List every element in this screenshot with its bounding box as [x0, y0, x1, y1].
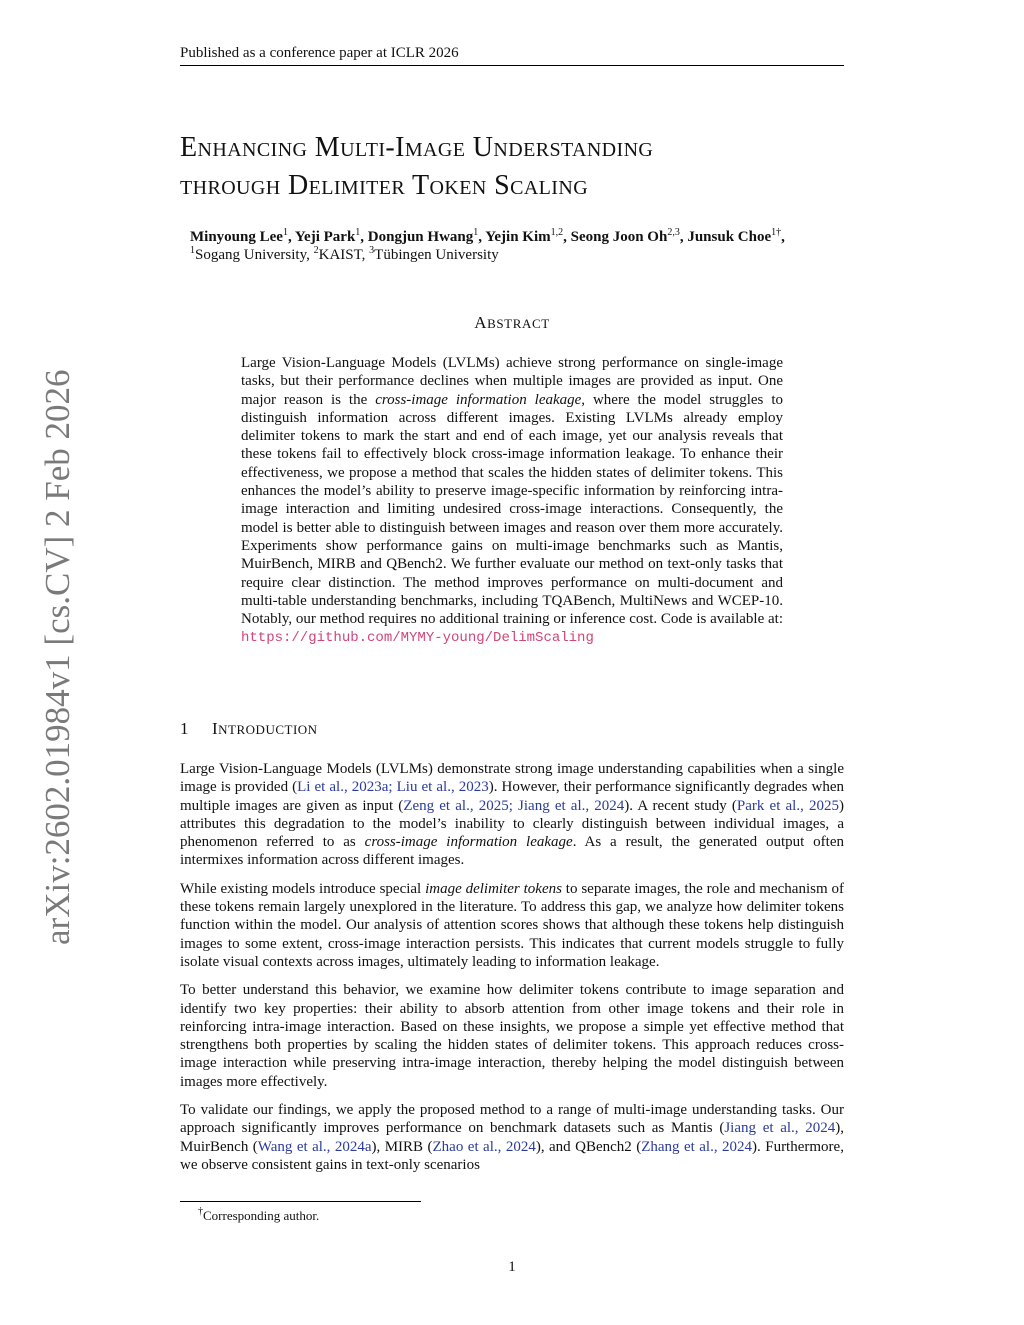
author-list: Minyoung Lee$^1$, Yeji Park$^1$, Dongjun Hwang$^1$, Yejin Kim$^{1,2}$, Seong Joon Oh$^{2,3}$, Junsuk Choe$^{1\dagger}$,: [190, 227, 785, 245]
abstract-emphasis: cross-image information leakage: [375, 391, 582, 408]
citation-link[interactable]: Zeng et al., 2025; Jiang et al., 2024: [403, 797, 625, 814]
author-name: Yejin Kim: [485, 229, 551, 245]
arxiv-identifier: arXiv:2602.01984v1 [cs.CV] 2 Feb 2026: [38, 369, 77, 945]
author-name: Dongjun Hwang: [367, 229, 474, 245]
author-name: Yeji Park: [294, 229, 356, 245]
abstract-body: Large Vision-Language Models (LVLMs) achieve strong performance on single-image tasks, but their performance declines when multiple images are provided as input. One major reason is the cross-image information leakage, where the model struggles to distinguish information across different images. Existing LVLMs already employ delimiter tokens to mark the start and end of each image, yet our analysis reveals that these tokens fail to effectively block cross-image information leakage. To enhance their effectiveness, we propose a method that scales the hidden states of delimiter tokens. This enhances the model’s ability to preserve image-specific information by reinforcing intra-image interaction and limiting undesired cross-image interactions. Consequently, the model is better able to distinguish between images and reason over them more accurately. Experiments show performance gains on multi-image benchmarks such as Mantis, MuirBench, MIRB and QBench2. We further evaluate our method on text-only tasks that require clear distinction. The method improves performance on multi-document and multi-table understanding benchmarks, including TQABench, MultiNews and WCEP-10. Notably, our method requires no additional training or inference cost. Code is available at: https://github.com/MYMY-young/DelimScaling: [241, 355, 783, 647]
paragraph: To better understand this behavior, we examine how delimiter tokens contribute to image separation and identify two key properties: their ability to absorb attention from other image tokens and their role in reinforcing intra-image interaction. Based on these insights, we propose a simple yet effective method that strengthens both properties by scaling the hidden states of delimiter tokens. This approach reduces cross-image interaction while preserving intra-image interaction, thereby helping the model distinguish between images more effectively.: [180, 982, 844, 1090]
citation-link[interactable]: Park et al., 2025: [736, 797, 839, 814]
section-number: 1: [180, 719, 189, 738]
paragraph: Large Vision-Language Models (LVLMs) demonstrate strong image understanding capabilities when a single image is provided (Li et al., 2023a; Liu et al., 2023). However, their performance significantly degrades when multiple images are given as input (Zeng et al., 2025; Jiang et al., 2024). A recent study (Park et al., 2025) attributes this degradation to the model’s inability to clearly distinguish between individual images, a phenomenon referred to as cross-image information leakage. As a result, the generated output often intermixes information across different images.: [180, 761, 844, 869]
citation-link[interactable]: Wang et al., 2024a: [257, 1138, 372, 1155]
running-header: Published as a conference paper at ICLR 2026: [180, 44, 844, 66]
author-name: Junsuk Choe: [687, 229, 772, 245]
paragraph: To validate our findings, we apply the proposed method to a range of multi-image understanding tasks. Our approach significantly improves performance on benchmark datasets such as Mantis (Jiang et al., 2024), MuirBench (Wang et al., 2024a), MIRB (Zhao et al., 2024), and QBench2 (Zhang et al., 2024). Furthermore, we observe consistent gains in text-only scenarios: [180, 1102, 844, 1173]
paragraph: While existing models introduce special image delimiter tokens to separate images, the role and mechanism of these tokens remain largely unexplored in the literature. To address this gap, we analyze how delimiter tokens function within the model. Our analysis of attention scores shows that although these tokens help distinguish images to some extent, cross-image interaction persists. This indicates that current models struggle to fully isolate visual contexts across images, ultimately leading to information leakage.: [180, 880, 844, 970]
affiliation-list: $^1$Sogang University, $^2$KAIST, $^3$Tübingen University: [190, 245, 499, 263]
introduction-body: [180, 760, 844, 1184]
footnote-rule: [180, 1201, 421, 1202]
citation-link[interactable]: Jiang et al., 2024: [724, 1120, 836, 1137]
page-number: 1: [508, 1259, 516, 1275]
affiliation: Sogang University: [195, 247, 307, 263]
title-line-2: THROUGH DELIMITER TOKEN SCALING: [180, 170, 589, 201]
paper-title: [180, 130, 844, 206]
citation-link[interactable]: Zhang et al., 2024: [641, 1138, 753, 1155]
author-name: Seong Joon Oh: [570, 229, 668, 245]
citation-link[interactable]: Li et al., 2023a; Liu et al., 2023: [297, 779, 489, 796]
author-name: Minyoung Lee: [190, 229, 283, 245]
title-line-1: ENHANCING MULTI-IMAGE UNDERSTANDING: [180, 132, 654, 163]
footnote: †Corresponding author.: [198, 1206, 320, 1223]
affiliation: KAIST: [318, 247, 362, 263]
affiliation: Tübingen University: [374, 247, 499, 263]
section-title: INTRODUCTION: [212, 719, 318, 738]
abstract-heading: ABSTRACT: [474, 313, 550, 332]
code-link[interactable]: https://github.com/MYMY-young/DelimScaling: [241, 630, 594, 647]
citation-link[interactable]: Zhao et al., 2024: [432, 1138, 536, 1155]
